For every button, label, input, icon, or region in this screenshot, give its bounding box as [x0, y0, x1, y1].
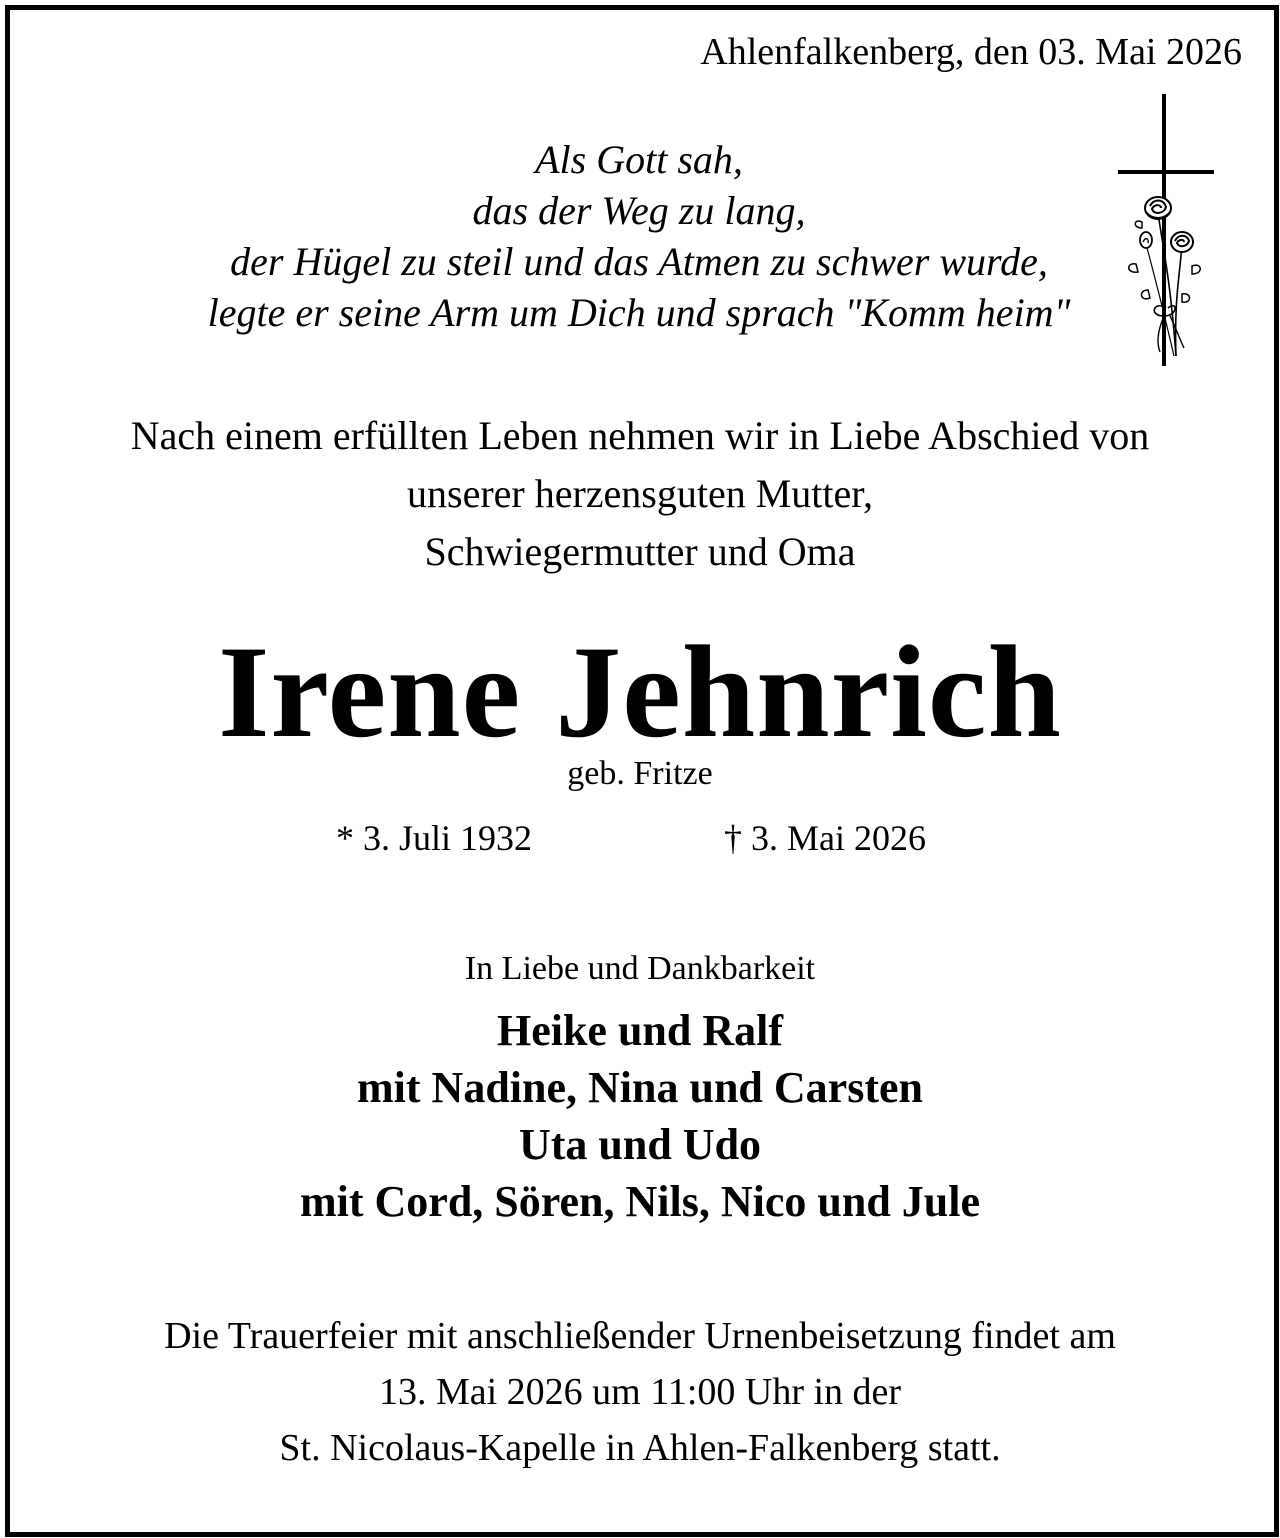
place-date: Ahlenfalkenberg, den 03. Mai 2026 [700, 31, 1242, 73]
intro-line-1: Nach einem erfüllten Leben nehmen wir in Liebe Abschied von [130, 413, 1150, 458]
intro-line-3: Schwiegermutter und Oma [424, 529, 856, 574]
deceased-name: Irene Jehnrich [218, 618, 1062, 765]
mourners-line-1: Heike und Ralf [496, 1006, 784, 1055]
poem-line-1: Als Gott sah, [535, 137, 743, 182]
cross-with-roses-icon [1118, 94, 1214, 366]
poem [60, 134, 1218, 338]
mourners-intro: In Liebe und Dankbarkeit [464, 950, 816, 987]
maiden-name: geb. Fritze [567, 755, 713, 792]
mourners-line-3: Uta und Udo [518, 1120, 762, 1169]
ceremony-line-1: Die Trauerfeier mit anschließender Urnenbeisetzung findet am [164, 1315, 1116, 1357]
intro-line-2: unserer herzensguten Mutter, [407, 471, 873, 516]
poem-line-4: legte er seine Arm um Dich und sprach "Komm heim" [207, 290, 1071, 335]
mourners-list [0, 1002, 1280, 1230]
ceremony-line-3: St. Nicolaus-Kapelle in Ahlen-Falkenberg statt. [279, 1427, 1001, 1469]
birth-date: * 3. Juli 1932 [336, 818, 533, 858]
poem-line-3: der Hügel zu steil und das Atmen zu schwer wurde, [230, 239, 1048, 284]
ceremony-line-2: 13. Mai 2026 um 11:00 Uhr in der [378, 1371, 902, 1413]
poem-line-2: das der Weg zu lang, [472, 188, 806, 233]
death-date: † 3. Mai 2026 [724, 818, 926, 858]
ceremony-info [0, 1308, 1280, 1476]
mourners-line-2: mit Nadine, Nina und Carsten [357, 1063, 923, 1112]
intro-text [0, 407, 1280, 581]
mourners-line-4: mit Cord, Sören, Nils, Nico und Jule [299, 1177, 981, 1226]
